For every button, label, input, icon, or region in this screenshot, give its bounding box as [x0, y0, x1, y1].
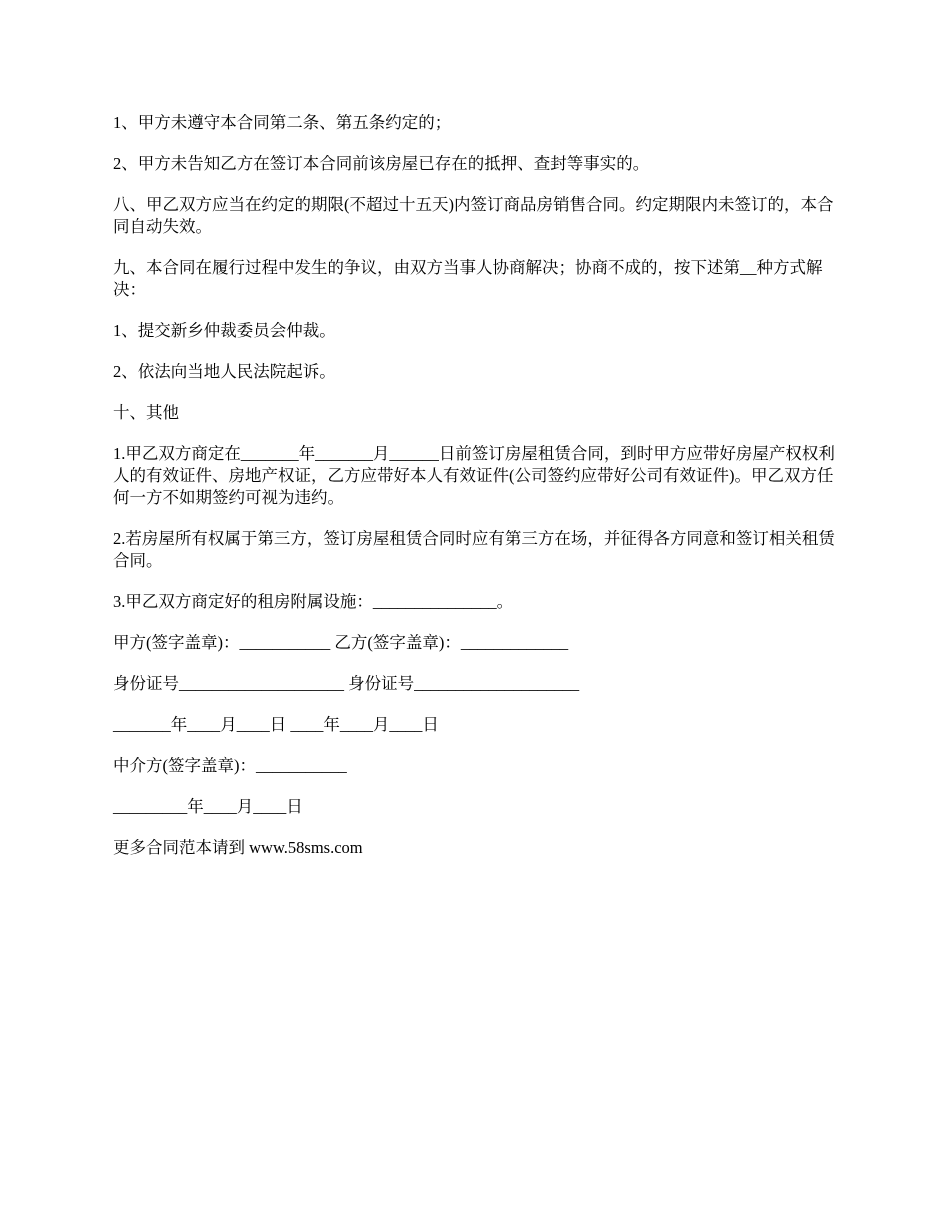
signature-line-parties: 甲方(签字盖章)：___________ 乙方(签字盖章)：_____________: [113, 633, 569, 652]
clause-ten-item-1: 1.甲乙双方商定在_______年_______月______日前签订房屋租赁合同，到时甲方应带好房屋产权权利人的有效证件、房地产权证，乙方应带好本人有效证件(公司签约应带好公司有效证件)。甲乙双方任何一方不如期签约可视为违约。: [113, 444, 835, 507]
clause-nine-option-2: 2、依法向当地人民法院起诉。: [113, 362, 336, 381]
document-body: [113, 112, 841, 878]
clause-eight: 八、甲乙双方应当在约定的期限(不超过十五天)内签订商品房销售合同。约定期限内未签订的，本合同自动失效。: [113, 195, 834, 236]
footer-note: 更多合同范本请到 www.58sms.com: [113, 838, 363, 857]
date-line-parties: _______年____月____日 ____年____月____日: [113, 715, 439, 734]
clause-nine-option-1: 1、提交新乡仲裁委员会仲裁。: [113, 321, 336, 340]
date-line-agent: _________年____月____日: [113, 797, 303, 816]
clause-party-a-breach-1: 1、甲方未遵守本合同第二条、第五条约定的；: [113, 113, 452, 132]
clause-party-a-breach-2: 2、甲方未告知乙方在签订本合同前该房屋已存在的抵押、查封等事实的。: [113, 154, 650, 173]
clause-ten-heading: 十、其他: [113, 403, 179, 422]
signature-line-agent: 中介方(签字盖章)：___________: [113, 756, 347, 775]
clause-ten-item-2: 2.若房屋所有权属于第三方，签订房屋租赁合同时应有第三方在场，并征得各方同意和签订相关租赁合同。: [113, 529, 835, 570]
id-number-line: 身份证号____________________ 身份证号____________________: [113, 674, 580, 693]
clause-nine: 九、本合同在履行过程中发生的争议，由双方当事人协商解决；协商不成的，按下述第__种方式解决：: [113, 258, 823, 299]
clause-ten-item-3: 3.甲乙双方商定好的租房附属设施：_______________。: [113, 592, 514, 611]
